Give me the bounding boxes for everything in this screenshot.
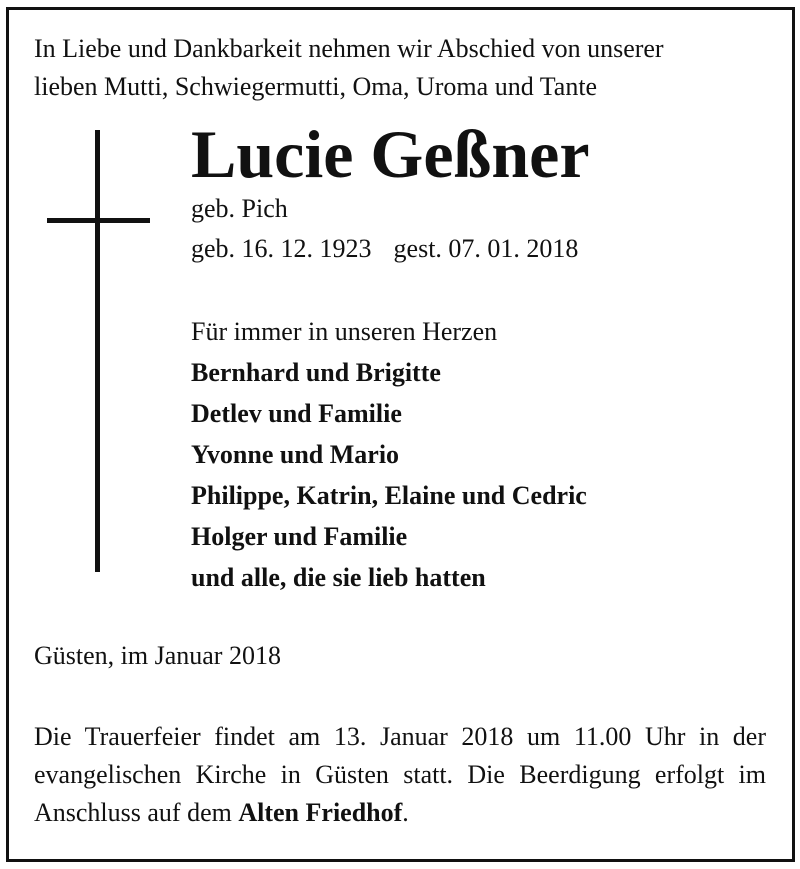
intro-line-1: In Liebe und Dankbarkeit nehmen wir Abschied von unserer — [34, 34, 664, 63]
intro-text — [34, 30, 774, 106]
mourners-lead: Für immer in unseren Herzen — [191, 317, 498, 346]
birth-name: geb. Pich — [191, 194, 288, 223]
cross-horizontal-bar — [47, 218, 150, 223]
mourner-name: Yvonne und Mario — [191, 440, 400, 469]
mourner-name: Holger und Familie — [191, 522, 408, 551]
mourner-name: Detlev und Familie — [191, 399, 402, 428]
intro-line-2: lieben Mutti, Schwiegermutti, Oma, Uroma und Tante — [34, 72, 598, 101]
mourners-list — [191, 311, 587, 598]
service-text: Die Trauerfeier findet am 13. Januar 2018 um 11.00 Uhr in der evangelischen Kirche in Güsten statt. Die Beerdigung erfolgt im Anschluss auf dem — [34, 722, 766, 827]
service-text-end: . — [402, 798, 409, 827]
mourner-name: und alle, die sie lieb hatten — [191, 563, 486, 592]
cross-vertical-bar — [95, 130, 100, 572]
cemetery-name: Alten Friedhof — [238, 798, 403, 827]
service-information — [34, 718, 766, 832]
place-and-date: Güsten, im Januar 2018 — [34, 641, 281, 670]
death-date: gest. 07. 01. 2018 — [393, 234, 579, 263]
deceased-name: Lucie Geßner — [191, 116, 590, 192]
mourner-name: Bernhard und Brigitte — [191, 358, 441, 387]
mourner-name: Philippe, Katrin, Elaine und Cedric — [191, 481, 587, 510]
life-dates — [191, 232, 578, 266]
birth-date: geb. 16. 12. 1923 — [191, 234, 372, 263]
